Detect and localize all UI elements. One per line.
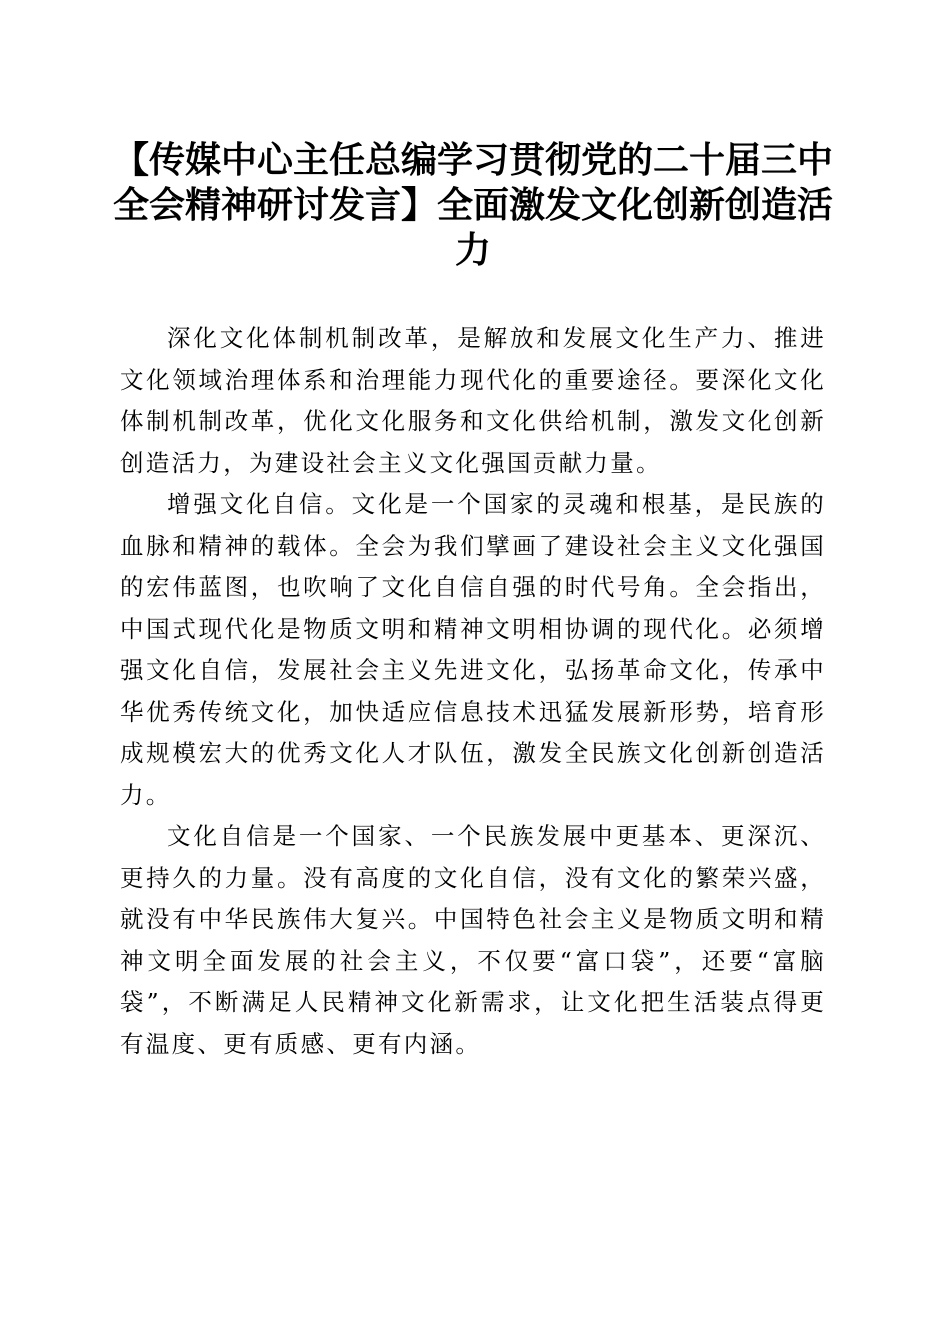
- paragraph-3: 文化自信是一个国家、一个民族发展中更基本、更深沉、更持久的力量。没有高度的文化自信，没有文化的繁荣兴盛，就没有中华民族伟大复兴。中国特色社会主义是物质文明和精神文明全面发展的社会主义，不仅要“富口袋”，还要“富脑袋”，不断满足人民精神文化新需求，让文化把生活装点得更有温度、更有质感、更有内涵。: [120, 822, 826, 1058]
- document-title: 【传媒中心主任总编学习贯彻党的二十届三中全会精神研讨发言】全面激发文化创新创造活力: [112, 139, 833, 271]
- paragraph-1: 深化文化体制机制改革，是解放和发展文化生产力、推进文化领域治理体系和治理能力现代化的重要途径。要深化文化体制机制改革，优化文化服务和文化供给机制，激发文化创新创造活力，为建设社会主义文化强国贡献力量。: [120, 324, 826, 477]
- document-body: [120, 318, 826, 1065]
- paragraph-2: 增强文化自信。文化是一个国家的灵魂和根基，是民族的血脉和精神的载体。全会为我们擘画了建设社会主义文化强国的宏伟蓝图，也吹响了文化自信自强的时代号角。全会指出，中国式现代化是物质文明和精神文明相协调的现代化。必须增强文化自信，发展社会主义先进文化，弘扬革命文化，传承中华优秀传统文化，加快适应信息技术迅猛发展新形势，培育形成规模宏大的优秀文化人才队伍，激发全民族文化创新创造活力。: [120, 490, 826, 809]
